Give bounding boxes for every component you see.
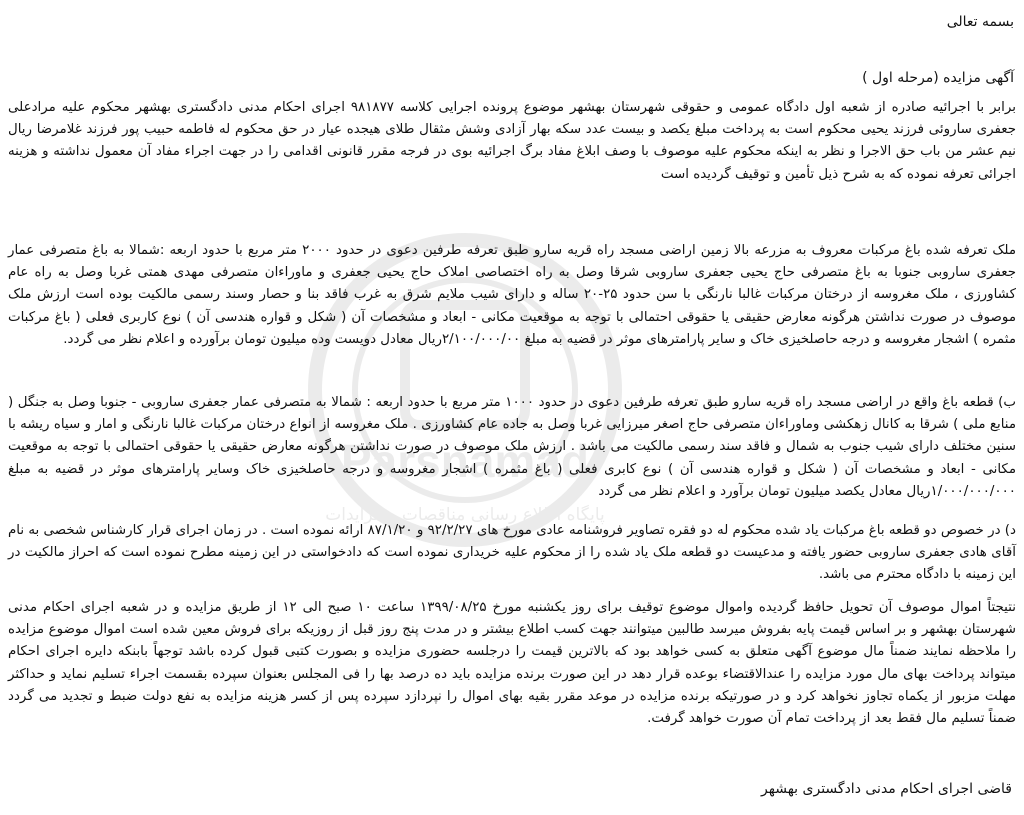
watermark-tagline: پایگاه اطلاع رسانی مناقصات و مزایدات [325, 505, 605, 525]
watermark-brand: Parsnamad [340, 435, 590, 487]
judge-signature: قاضی اجرای احکام مدنی دادگستری بهشهر [761, 781, 1012, 797]
item-a-paragraph: ملک تعرفه شده باغ مرکبات معروف به مزرعه بالا زمین اراضی مسجد راه قریه سارو طبق تعرفه طرفین دعوی در حدود ۲۰۰۰ متر مربع با حدود اربعه :شمالا به باغ متصرفی عمار جعفری ساروبی جنوبا به باغ متصرفی حاج یحیی جعفری ساروبی شرقا وصل به راه اختصاصی املاک حاج یحیی جعفری و ماوراءان متصرفی مهدی همتی غربا وصل به راه عام کشاورزی ، ملک مغروسه از درختان مرکبات غالبا نارنگی با سن حدود ۲۵-۲۰ ساله و دارای شیب ملایم شرق به غرب فاقد بنا و حصار وسند رسمی مالکیت بوده است ارزش ملک موصوف در صورت نداشتن هرگونه معارض حقیقی یا حقوقی احتمالی با توجه به موقعیت مکانی - ابعاد و مشخصات آن ( شکل و قواره هندسی آن ) نوع کاربری فعلی ( باغ مرکبات مثمره ) اشجار مغروسه و درجه حاصلخیزی خاک و سایر پارامترهای موثر در قضیه به مبلغ ۲/۱۰۰/۰۰۰/۰۰ریال معادل دویست وده میلیون تومان برآورده و اعلام نظر می گردد. [8, 243, 1017, 347]
basmala: بسمه تعالی [946, 14, 1014, 30]
intro-paragraph: برابر با اجرائیه صادره از شعبه اول دادگاه عمومی و حقوقی شهرستان بهشهر موضوع پرونده اجرایی کلاسه ۹۸۱۸۷۷ اجرای احکام مدنی دادگستری بهشهر محکوم علیه مرادعلی جعفری ساروئی فرزند یحیی محکوم است به پرداخت مبلغ یکصد و بیست عدد سکه بهار آزادی وشش مثقال طلای هیجده عیار در حق محکوم له فاطمه حبیب پور فرزند غلامرضا ریال نیم عشر من باب حق الاجرا و نظر به اینکه محکوم علیه موصوف با وصف ابلاغ مفاد برگ اجرائیه بوی در فرجه مقرر قانونی اقدامی را در جهت اجراء مفاد آن معمول نداشته و هزینه اجرائی تعرفه نموده که به شرح ذیل تأمین و توقیف گردیده است [8, 100, 1016, 182]
item-b-paragraph: ب) قطعه باغ واقع در اراضی مسجد راه قریه سارو طبق تعرفه طرفین دعوی در حدود ۱۰۰۰ متر مربع با حدود اربعه : شمالا به متصرفی عمار جعفری ساروبی - جنوبا وصل به جنگل ( منابع ملی ) شرقا به کانال زهکشی وماوراءان متصرفی حاج اصغر میرزایی غربا وصل به جاده عام کشاورزی . ملک مغروسه از انواع درختان مرکبات غالبا نارنگی و امار و سیاه ریشه با سنین مختلف دارای شیب جنوب به شمال و فاقد سند رسمی مالکیت می باشد . ارزش ملک موصوف در صورت نداشتن هرگونه معارض حقیقی یا حقوقی احتمالی با توجه به موقعیت مکانی - ابعاد و مشخصات آن ( شکل و قواره هندسی آن ) نوع کابری فعلی ( باغ مثمره ) اشجار مغروسه و درجه حاصلخیزی خاک وسایر پارامترهای موثر در قضیه به مبلغ ۱/۰۰۰/۰۰۰/۰۰۰ریال معادل یکصد میلیون تومان برآورد و اعلام نظر می گردد [8, 395, 1017, 499]
notice-title: آگهی مزایده (مرحله اول ) [862, 70, 1014, 86]
item-d-paragraph: د) در خصوص دو قطعه باغ مرکبات یاد شده محکوم له دو فقره تصاویر فروشنامه عادی مورخ های ۹۲/۲/۲۷ و ۸۷/۱/۲۰ ارائه نموده است . در زمان اجرای قرار کارشناس شخصی به نام آقای هادی جعفری ساروبی حضور یافته و مدعیست دو قطعه ملک یاد شده را از محکوم علیه خریداری نموده است که دادخواستی در این زمینه مطرح نموده است که احراز مالکیت در این زمینه با دادگاه محترم می باشد. [8, 523, 1016, 583]
conclusion-paragraph: نتیجتاً اموال موصوف آن تحویل حافظ گردیده واموال موضوع توقیف برای روز یکشنبه مورخ ۱۳۹۹/۰۸/۲۵ ساعت ۱۰ صبح الی ۱۲ از طریق مزایده و در شعبه اجرای احکام مدنی شهرستان بهشهر و بر اساس قیمت پایه بفروش میرسد طالبین میتوانند جهت کسب اطلاع بیشتر و در مدت پنج روز قبل از روزیکه برای فروش معین شده است اموال موضوع مزایده را ملاحظه نمایند ضمناً مال موضوع آگهی متعلق به کسی خواهد بود که بالاترین قیمت را درجلسه حضوری مزایده و بصورت کتبی قبول کرده باشد توجهاً بابنکه دایره اجرای احکام میتواند پرداخت بهای مال مورد مزایده را عندالاقتضاء بوعده قرار دهد در این صورت برنده مزایده باید ده درصد بها را فی المجلس بعنوان سپرده بقسمت اجراء تسلیم نماید و حداکثر مهلت مزبور از یکماه تجاوز نخواهد کرد و در صورتیکه برنده مزایده در موعد مقرر بقیه بهای اموال را نپردازد سپرده پس از کسر هزینه مزایده به نفع دولت ضبط و تجدید می گردد ضمناً تسلیم مال فقط بعد از پرداخت تمام آن صورت خواهد گرفت. [8, 600, 1016, 727]
